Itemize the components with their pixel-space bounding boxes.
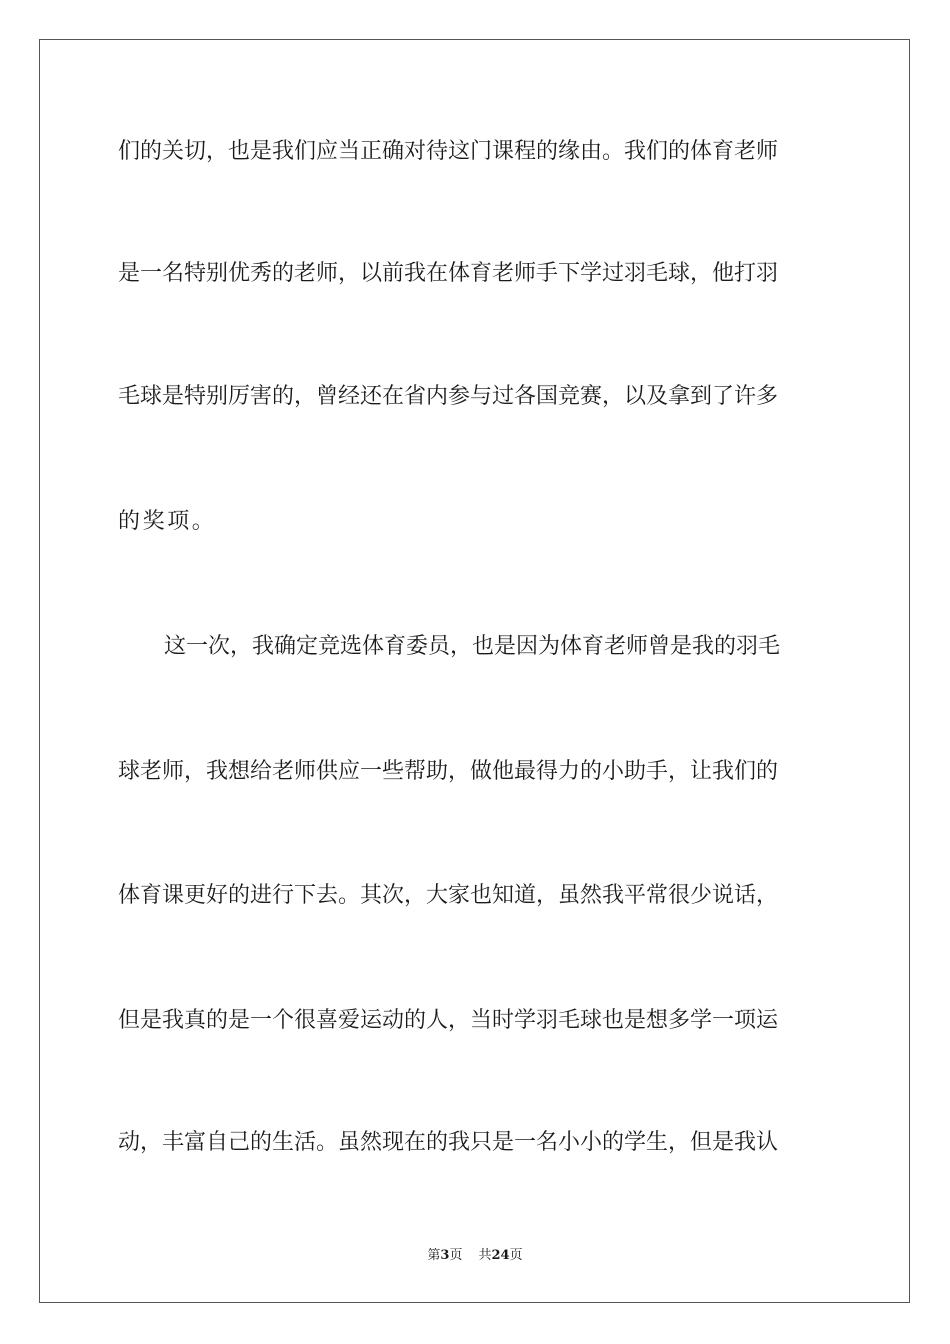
page-border <box>39 39 910 1303</box>
body-line-6: 球老师，我想给老师供应一些帮助，做他最得力的小助手，让我们的 <box>118 759 779 784</box>
page-footer <box>0 1247 950 1265</box>
body-line-8: 但是我真的是一个很喜爱运动的人，当时学羽毛球也是想多学一项运 <box>118 1008 779 1033</box>
total-suffix: 页 <box>509 1248 523 1263</box>
total-pages: 24 <box>491 1248 510 1263</box>
body-line-1: 们的关切，也是我们应当正确对待这门课程的缘由。我们的体育老师 <box>118 139 779 164</box>
body-line-5-paragraph-start: 这一次，我确定竞选体育委员，也是因为体育老师曾是我的羽毛 <box>164 634 781 659</box>
body-line-2: 是一名特别优秀的老师，以前我在体育老师手下学过羽毛球，他打羽 <box>118 261 779 286</box>
body-line-9: 动，丰富自己的生活。虽然现在的我只是一名小小的学生，但是我认 <box>118 1130 779 1155</box>
page-number: 3 <box>440 1248 450 1263</box>
total-prefix: 共 <box>478 1248 492 1263</box>
body-line-7: 体育课更好的进行下去。其次，大家也知道，虽然我平常很少说话， <box>118 883 779 908</box>
page-prefix: 第 <box>427 1248 441 1263</box>
page-suffix: 页 <box>449 1248 463 1263</box>
body-line-3: 毛球是特别厉害的，曾经还在省内参与过各国竞赛，以及拿到了许多 <box>118 384 779 409</box>
body-line-4: 的奖项。 <box>118 509 217 534</box>
